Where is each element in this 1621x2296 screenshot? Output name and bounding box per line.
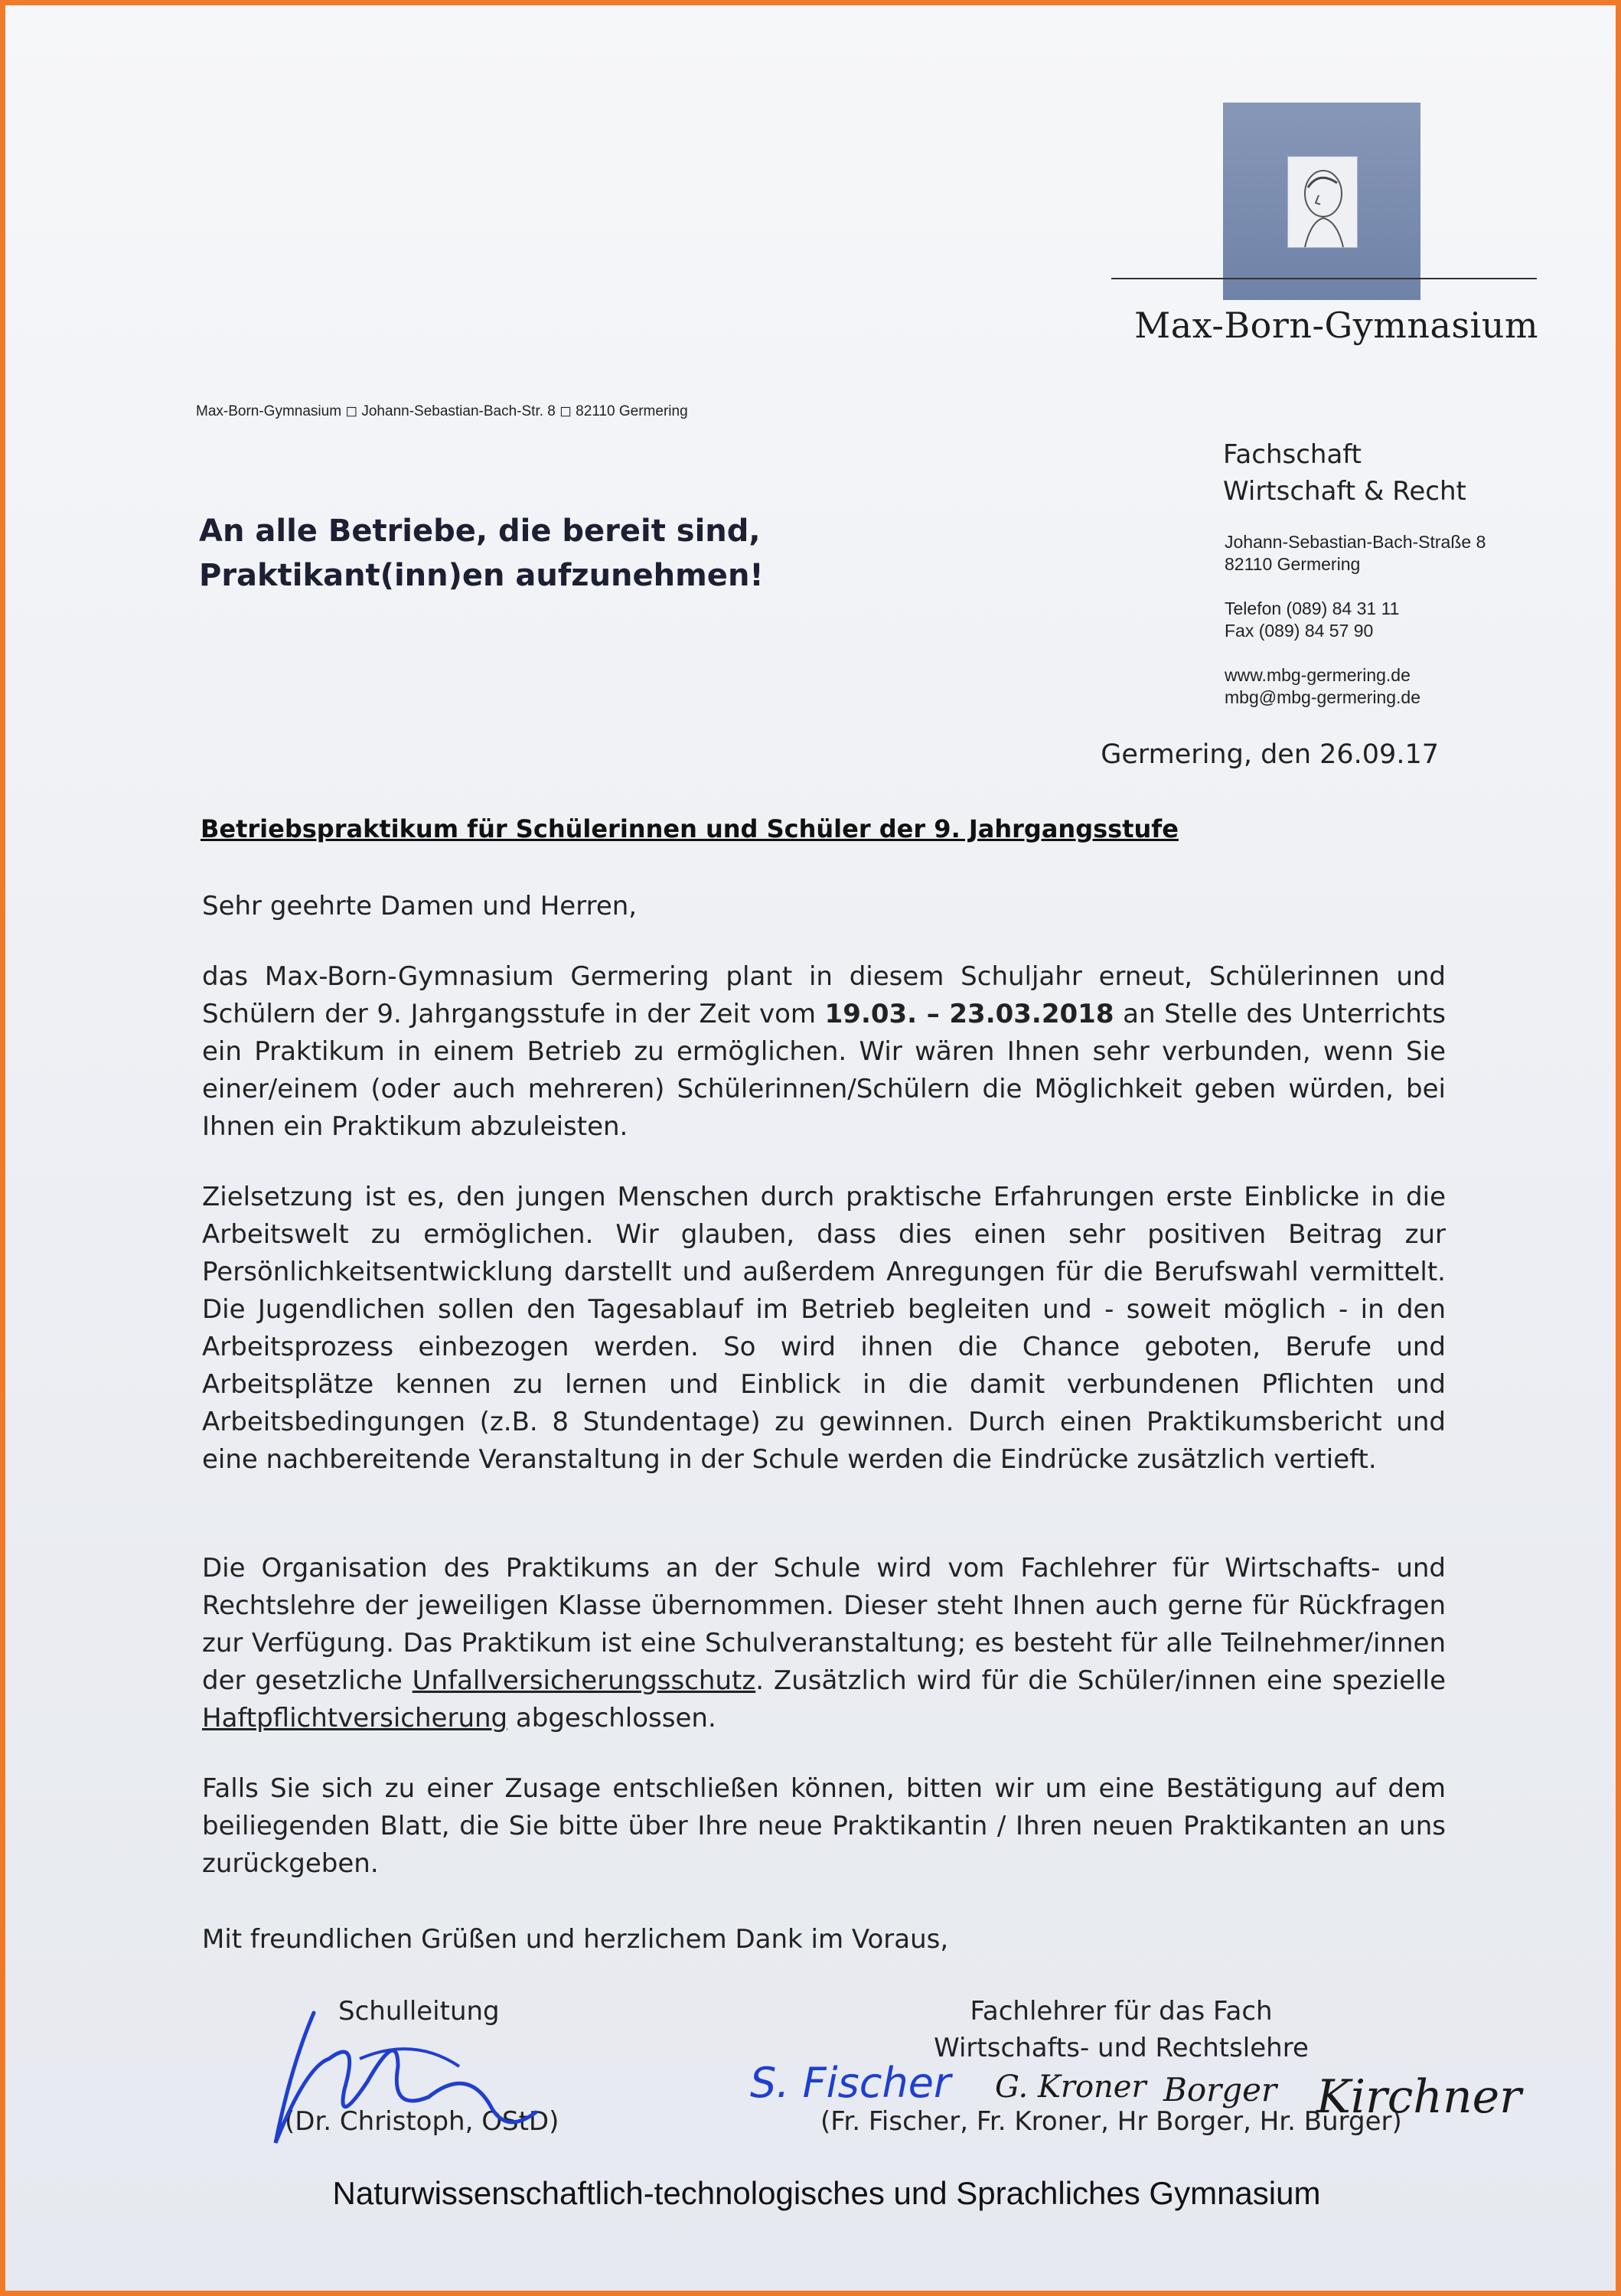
fax-number: Fax (089) 84 57 90	[1225, 621, 1374, 641]
city-address: 82110 Germering	[1225, 554, 1361, 574]
website: www.mbg-germering.de	[1225, 665, 1411, 685]
letter-date: Germering, den 26.09.17	[1101, 739, 1439, 770]
signature-fischer: S. Fischer	[750, 2059, 951, 2107]
internship-dates: 19.03. – 23.03.2018	[824, 999, 1114, 1029]
accident-insurance-term: Unfallversicherungsschutz	[412, 1665, 756, 1696]
paragraph-1	[202, 958, 1446, 1146]
teacher-names: (Fr. Fischer, Fr. Kroner, Hr Borger, Hr. Burger)	[820, 2106, 1402, 2137]
paragraph-4: Falls Sie sich zu einer Zusage entschließen können, bitten wir um eine Bestätigung auf dem beiliegenden Blatt, die Sie bitte über Ihre neue Praktikantin / Ihren neuen Praktikanten an uns zurückgeben.	[202, 1773, 1446, 1879]
signature-kroner: G. Kroner	[995, 2069, 1146, 2105]
headline-line-2: Praktikant(inn)en aufzunehmen!	[199, 558, 764, 593]
footer-tagline: Naturwissenschaftlich-technologisches und Sprachliches Gymnasium	[332, 2175, 1321, 2211]
teacher-title-line-1: Fachlehrer für das Fach	[970, 1996, 1273, 2027]
department	[1223, 436, 1466, 510]
paragraph-1-text-a: das Max-Born-Gymnasium Germering plant in diesem Schuljahr erneut, Schülerinnen und Schülern der 9. Jahrgangsstufe in der Zeit vom	[202, 961, 1446, 1029]
email: mbg@mbg-germering.de	[1225, 687, 1421, 707]
signature-borger: Borger	[1163, 2071, 1277, 2108]
paragraph-3	[202, 1550, 1446, 1737]
teacher-title	[827, 1993, 1416, 2066]
liability-insurance-term: Haftpflichtversicherung	[202, 1703, 508, 1733]
sender-return-address: Max-Born-Gymnasium ◻ Johann-Sebastian-Bach-Str. 8 ◻ 82110 Germering	[196, 403, 688, 419]
paragraph-3-text-b: . Zusätzlich wird für die Schüler/innen eine spezielle	[755, 1665, 1446, 1696]
signature-burger: Kirchner	[1316, 2070, 1522, 2124]
closing: Mit freundlichen Grüßen und herzlichem Dank im Voraus,	[202, 1924, 949, 1955]
paragraph-1-text-b: an Stelle des Unterrichts ein Praktikum in einem Betrieb zu ermöglichen. Wir wären Ihnen sehr verbunden, wenn Sie einer/einem (oder auch mehreren) Schülerinnen/Schülern die Möglichkeit geben würden, bei Ihnen ein Praktikum abzuleisten.	[202, 999, 1446, 1142]
street-address: Johann-Sebastian-Bach-Straße 8	[1225, 532, 1486, 552]
paragraph-3-text-c: abgeschlossen.	[507, 1703, 716, 1733]
contact-block	[1225, 531, 1486, 709]
principal-name: (Dr. Christoph, OStD)	[285, 2106, 559, 2137]
subject-line: Betriebspraktikum für Schülerinnen und Schüler der 9. Jahrgangsstufe	[201, 814, 1179, 843]
logo-divider	[1111, 278, 1537, 279]
school-name: Max-Born-Gymnasium	[1134, 305, 1538, 346]
paragraph-2: Zielsetzung ist es, den jungen Menschen durch praktische Erfahrungen erste Einblicke in die Arbeitswelt zu ermöglichen. Wir glauben, dass dies einen sehr positiven Beitrag zur Persönlichkeitsentwicklung darstellt und außerdem Anregungen für die Berufswahl vermittelt. Die Jugendlichen sollen den Tagesablauf im Betrieb begleiten und - soweit möglich - in den Arbeitsprozess einbezogen werden. So wird ihnen die Chance geboten, Berufe und Arbeitsplätze kennen zu lernen und Einblick in die damit verbundenen Pflichten und Arbeitsbedingungen (z.B. 8 Stundentage) zu gewinnen. Durch einen Praktikumsbericht und eine nachbereitende Veranstaltung in der Schule werden die Eindrücke zusätzlich vertieft.	[202, 1182, 1446, 1475]
department-line-2: Wirtschaft & Recht	[1223, 476, 1466, 507]
department-line-1: Fachschaft	[1223, 439, 1362, 470]
school-logo	[1223, 103, 1420, 300]
paragraph-3-text-a: Die Organisation des Praktikums an der Schule wird vom Fachlehrer für Wirtschafts- und Rechtslehre der jeweiligen Klasse übernommen. Dieser steht Ihnen auch gerne für Rückfragen zur Verfügung. Das Praktikum ist eine Schulveranstaltung; es besteht für alle Teilnehmer/innen der gesetzliche	[202, 1553, 1446, 1696]
salutation: Sehr geehrte Damen und Herren,	[202, 891, 638, 921]
phone-number: Telefon (089) 84 31 11	[1225, 598, 1400, 618]
principal-title: Schulleitung	[338, 1996, 500, 2027]
portrait-icon	[1287, 156, 1358, 248]
recipient-headline	[199, 509, 888, 598]
headline-line-1: An alle Betriebe, die bereit sind,	[199, 514, 761, 549]
teacher-title-line-2: Wirtschafts- und Rechtslehre	[934, 2033, 1309, 2063]
